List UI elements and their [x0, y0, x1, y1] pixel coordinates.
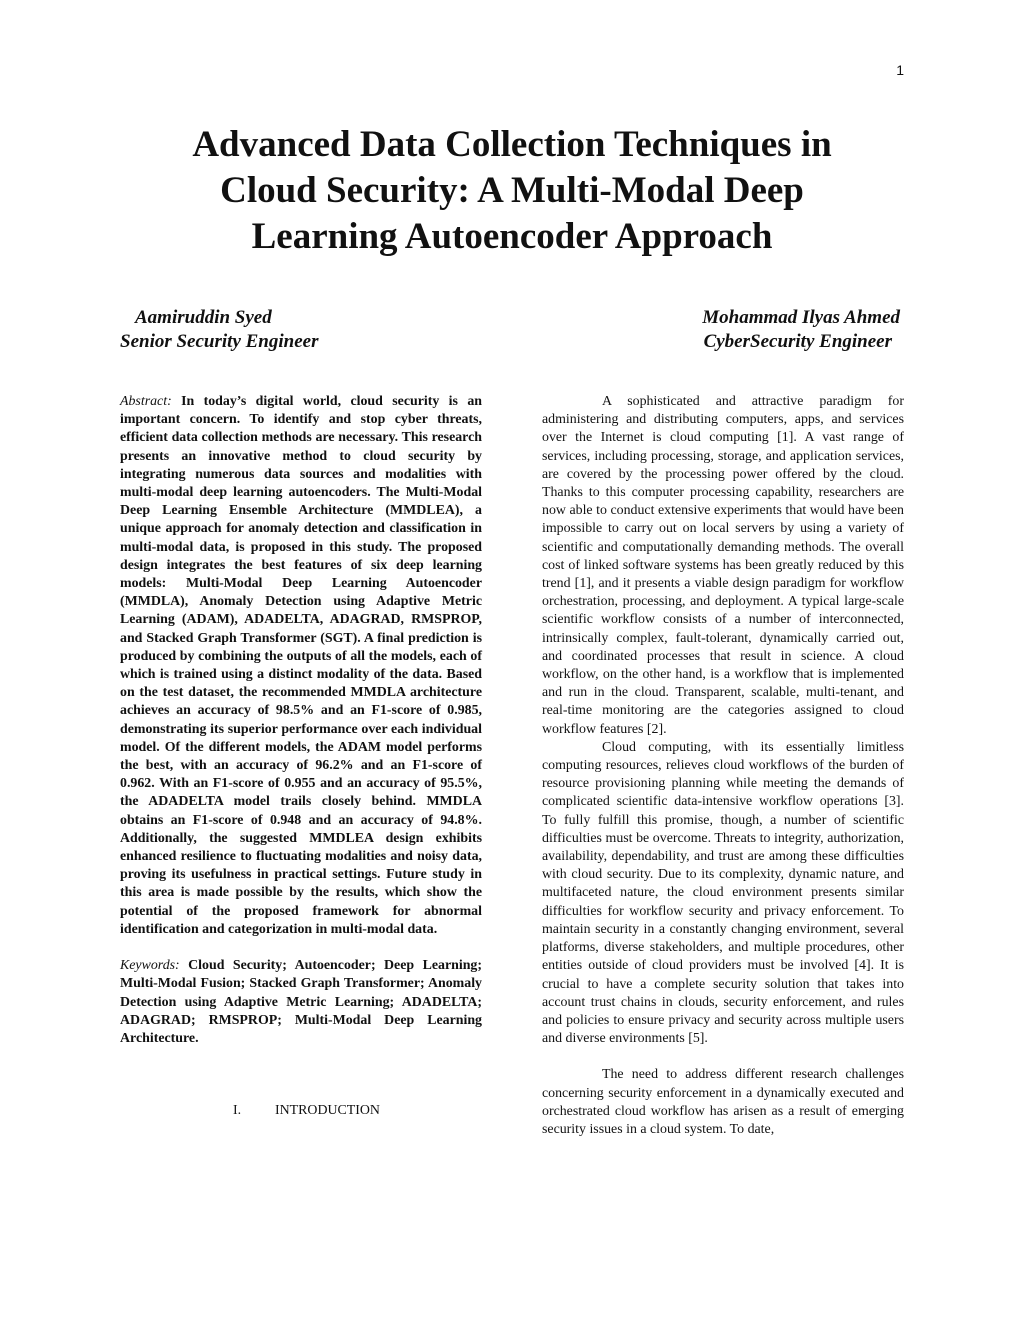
abstract-label: Abstract: [120, 394, 172, 409]
author-name: Mohammad Ilyas Ahmed [702, 307, 900, 328]
page-number: 1 [896, 62, 904, 78]
keywords-text: Cloud Security; Autoencoder; Deep Learning; Multi-Modal Fusion; Stacked Graph Transformer; Anomaly Detection using Adaptive Metric Learning; ADADELTA; ADAGRAD; RMSPROP; Multi-Modal Deep Learning Architecture. [120, 958, 482, 1046]
author-name: Aamiruddin Syed [135, 307, 272, 328]
author-block-2 [702, 306, 900, 354]
title-line-3: Learning Autoencoder Approach [251, 216, 773, 257]
paper-title [110, 122, 914, 260]
section-number: I. [233, 1103, 242, 1119]
body-paragraph: The need to address different research challenges concerning security enforcement in a dynamically executed and orchestrated cloud workflow has arisen as a result of emerging security issues in a cloud system. To date, [542, 1067, 904, 1137]
body-paragraph: Cloud computing, with its essentially limitless computing resources, relieves cloud workflows of the burden of resource provisioning planning while meeting the demands of complicated scientific data-intensive workflow operations [3]. To fully fulfill this promise, though, a number of scientific difficulties must be overcome. Threats to integrity, authorization, availability, dependability, and trust are among these difficulties with cloud security. Due to its complexity, dynamic nature, and multifaceted nature, the cloud environment presents similar difficulties for workflow security and privacy enforcement. To maintain security in a constantly changing environment, several platforms, diverse stakeholders, and multiple procedures, other entities outside of cloud providers must be involved [4]. It is crucial to have a complete security solution that takes into account trust chains in clouds, security enforcement, and rules and policies to ensure privacy and security across multiple users and diverse environments [5]. [542, 739, 904, 1047]
title-line-2: Cloud Security: A Multi-Modal Deep [220, 170, 804, 211]
body-paragraph: A sophisticated and attractive paradigm for administering and distributing computers, apps, and services over the Internet is cloud computing [1]. A vast range of services, including processing, storage, and application services, are covered by the processing power offered by the cloud. Thanks to this computer processing capability, researchers are now able to conduct extensive experiments that would have been impossible to carry out on local servers by using a variety of scientific and computationally demanding methods. The overall cost of linked software systems has been greatly reduced by this trend [1], and it presents a viable design paradigm for workflow orchestration, processing, and deployment. A typical large-scale scientific workflow consists of a number of interconnected, intrinsically complex, fault-tolerant, dynamically carried out, and coordinated processes that result in science. A cloud workflow, on the other hand, is a workflow that is implemented and run in the cloud. Transparent, scalable, multi-tenant, and real-time monitoring are the categories assigned to cloud workflow features [2]. [542, 394, 904, 737]
abstract-text: In today’s digital world, cloud security is an important concern. To identify and stop cyber threats, efficient data collection methods are necessary. This research presents an innovative method to cloud security by integrating numerous data sources and modalities with multi-modal deep learning autoencoders. The Multi-Modal Deep Learning Ensemble Architecture (MMDLEA), a unique approach for anomaly detection and classification in multi-modal data, is proposed in this study. The proposed design integrates the best features of six deep learning models: Multi-Modal Deep Learning Autoencoder (MMDLA), Anomaly Detection using Adaptive Metric Learning (ADAM), ADADELTA, ADAGRAD, RMSPROP, and Stacked Graph Transformer (SGT). A final prediction is produced by combining the outputs of all the models, each of which is trained using a distinct modality of the data. Based on the test dataset, the recommended MMDLA architecture achieves an accuracy of 98.5% and an F1-score of 0.985, demonstrating its superior performance over each individual model. Of the different models, the ADAM model performs the best, with an accuracy of 96.2% and an F1-score of 0.962. With an F1-score of 0.955 and an accuracy of 95.5%, the ADADELTA model trails closely behind. MMDLA obtains an F1-score of 0.948 and an accuracy of 94.8%. Additionally, the suggested MMDLEA design exhibits enhanced resilience to fluctuating modalities and noisy data, proving its usefulness in practical settings. Future study in this area is made possible by the results, which show the potential of the proposed framework for abnormal identification and categorization in multi-modal data. [120, 394, 482, 937]
right-column [542, 393, 904, 1139]
title-line-1: Advanced Data Collection Techniques in [192, 124, 832, 165]
keywords-label: Keywords: [120, 958, 180, 974]
keywords [120, 957, 482, 1048]
author-role: Senior Security Engineer [120, 331, 319, 352]
left-column [120, 393, 482, 1120]
author-role: CyberSecurity Engineer [703, 331, 892, 352]
section-title: INTRODUCTION [275, 1103, 380, 1119]
abstract [120, 393, 482, 939]
section-heading [120, 1102, 482, 1120]
author-block-1 [120, 306, 318, 354]
